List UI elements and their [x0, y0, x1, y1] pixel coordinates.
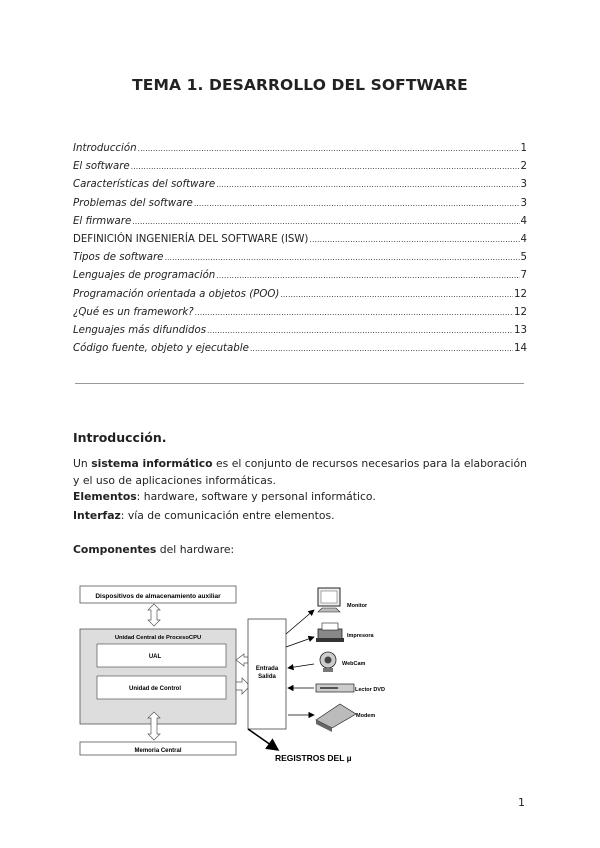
arrow-monitor: [286, 610, 314, 634]
control-label: Unidad de Control: [129, 686, 181, 692]
toc-entry-page: 3: [520, 179, 527, 191]
storage-label: Dispositivos de almacenamiento auxiliar: [95, 593, 221, 600]
toc-entry[interactable]: [73, 143, 527, 161]
paragraph-componentes: Componentes del hardware:: [73, 543, 235, 556]
toc-entry-label: Código fuente, objeto y ejecutable: [73, 343, 249, 355]
toc-entry-page: 3: [520, 197, 527, 209]
toc-entry[interactable]: [73, 289, 527, 307]
ual-label: UAL: [148, 654, 162, 660]
toc-entry-label: Lenguajes más difundidos: [73, 324, 207, 336]
toc-entry-page: 12: [514, 288, 527, 300]
table-of-contents: [73, 143, 527, 361]
toc-entry[interactable]: [73, 216, 527, 234]
printer-label: Impresora: [347, 633, 374, 639]
ual-box: [97, 644, 226, 667]
toc-entry-page: 4: [520, 215, 527, 227]
document-title: TEMA 1. DESARROLLO DEL SOFTWARE: [132, 76, 468, 94]
toc-entry[interactable]: [73, 325, 527, 343]
toc-entry-label: Introducción: [73, 143, 137, 154]
term-componentes: Componentes: [73, 543, 157, 556]
term-elementos: Elementos: [73, 490, 137, 503]
paragraph-sistema: Un sistema informático es el conjunto de recursos necesarios para la elaboración y el uso de aplicaciones informáticas.: [73, 457, 527, 487]
toc-entry-label: Tipos de software: [73, 252, 164, 264]
webcam-label: WebCam: [342, 661, 366, 667]
toc-entry[interactable]: [73, 307, 527, 325]
toc-entry-page: 2: [520, 161, 527, 173]
monitor-label: Monitor: [347, 603, 368, 609]
printer-icon: [316, 623, 344, 642]
modem-icon: [316, 704, 356, 732]
registers-label: REGISTROS DEL µ: [275, 753, 352, 763]
toc-entry[interactable]: [73, 179, 527, 197]
arrow-registers: [248, 729, 278, 750]
toc-entry-label: ¿Qué es un framework?: [73, 306, 194, 318]
toc-entry-label: DEFINICIÓN INGENIERÍA DEL SOFTWARE (ISW): [73, 233, 309, 245]
paragraph-elementos: Elementos: hardware, software y personal informático.: [73, 490, 376, 503]
toc-entry[interactable]: [73, 252, 527, 270]
toc-entry-page: 14: [514, 343, 527, 355]
term-interfaz: Interfaz: [73, 509, 121, 522]
monitor-icon: [318, 588, 340, 612]
toc-entry-label: Problemas del software: [73, 197, 193, 209]
memory-label: Memoria Central: [134, 748, 182, 754]
toc-entry-label: Lenguajes de programación: [73, 270, 216, 282]
toc-entry-label: Programación orientada a objetos (POO): [73, 288, 280, 300]
io-label-salida: Salida: [258, 674, 276, 680]
arrow-io-to-cpu: [236, 654, 248, 666]
arrow-printer: [286, 637, 314, 647]
section-heading: Introducción.: [73, 430, 167, 445]
term-sistema: sistema informático: [91, 457, 213, 470]
toc-entry[interactable]: [73, 161, 527, 179]
dvd-icon: [316, 684, 354, 692]
toc-entry-page: 13: [514, 324, 527, 336]
section-divider: [75, 383, 524, 384]
toc-entry-page: 4: [520, 233, 527, 245]
toc-entry[interactable]: [73, 343, 527, 361]
page-number: 1: [518, 796, 525, 809]
toc-entry-page: 5: [520, 252, 527, 264]
hardware-diagram: [70, 572, 530, 772]
paragraph-interfaz: Interfaz: vía de comunicación entre elementos.: [73, 509, 335, 522]
toc-entry-page: 12: [514, 306, 527, 318]
toc-entry-page: 1: [520, 143, 527, 154]
toc-entry[interactable]: [73, 234, 527, 252]
webcam-icon: [320, 652, 336, 672]
arrow-storage-cpu: [148, 604, 160, 626]
dvd-label: Lector DVD: [355, 687, 385, 693]
toc-entry[interactable]: [73, 198, 527, 216]
modem-label: Modem: [356, 713, 376, 719]
toc-entry-label: Características del software: [73, 179, 216, 191]
toc-entry-page: 7: [520, 270, 527, 282]
toc-entry[interactable]: [73, 270, 527, 288]
arrow-webcam: [288, 664, 314, 668]
arrow-cpu-memory: [148, 712, 160, 740]
cpu-label: Unidad Central de ProcesoCPU: [114, 635, 202, 641]
toc-entry-label: El firmware: [73, 215, 132, 227]
toc-entry-label: El software: [73, 161, 130, 173]
io-label-entrada: Entrada: [255, 666, 279, 672]
